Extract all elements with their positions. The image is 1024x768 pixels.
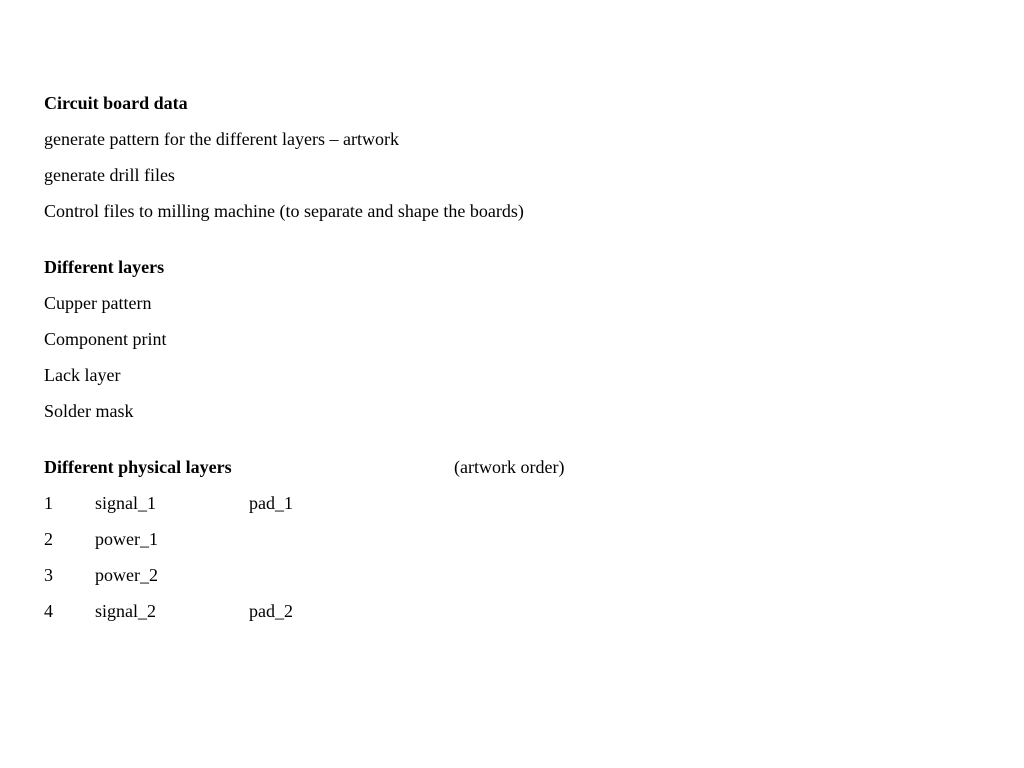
layer-name: power_2 [95, 565, 158, 585]
text-line: Component print [44, 329, 167, 349]
layer-pad: pad_1 [249, 493, 293, 513]
text-line: Solder mask [44, 401, 134, 421]
layer-pad: pad_2 [249, 601, 293, 621]
text-line: generate drill files [44, 165, 175, 185]
layer-name: power_1 [95, 529, 158, 549]
layer-number: 1 [44, 493, 53, 513]
heading-circuit-board-data: Circuit board data [44, 93, 188, 113]
heading-different-physical-layers: Different physical layers [44, 457, 232, 477]
text-line: Control files to milling machine (to separate and shape the boards) [44, 201, 524, 221]
artwork-order-note: (artwork order) [454, 457, 565, 477]
layer-name: signal_1 [95, 493, 156, 513]
text-line: Cupper pattern [44, 293, 152, 313]
layer-number: 2 [44, 529, 53, 549]
layer-name: signal_2 [95, 601, 156, 621]
layer-number: 4 [44, 601, 53, 621]
text-line: Lack layer [44, 365, 121, 385]
heading-different-layers: Different layers [44, 257, 165, 277]
layer-number: 3 [44, 565, 53, 585]
text-line: generate pattern for the different layers – artwork [44, 129, 399, 149]
